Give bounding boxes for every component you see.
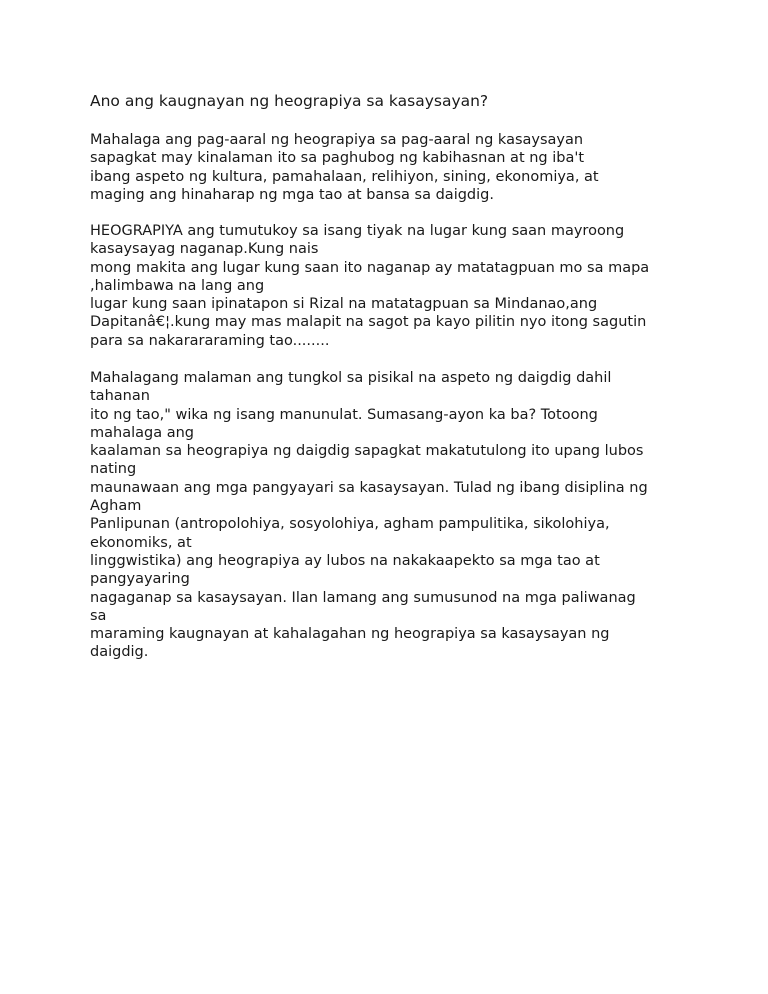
paragraph-line: ,halimbawa na lang ang	[90, 277, 265, 294]
paragraph-line: daigdig.	[90, 644, 149, 661]
paragraph-line: Dapitanâ€¦.kung may mas malapit na sagot pa kayo pilitin nyo itong sagutin	[90, 314, 647, 331]
paragraph-1	[90, 131, 690, 204]
paragraph-line: tahanan	[90, 388, 150, 405]
paragraph-line: kasaysayag naganap.Kung nais	[90, 241, 319, 258]
paragraph-line: maraming kaugnayan at kahalagahan ng heograpiya sa kasaysayan ng	[90, 626, 610, 643]
paragraph-line: ito ng tao," wika ng isang manunulat. Sumasang-ayon ka ba? Totoong	[90, 406, 598, 423]
paragraph-line: Agham	[90, 498, 142, 515]
document-title: Ano ang kaugnayan ng heograpiya sa kasaysayan?	[90, 92, 489, 110]
paragraph-line: ekonomiks, at	[90, 534, 192, 551]
paragraph-line: sapagkat may kinalaman ito sa paghubog ng kabihasnan at ng iba't	[90, 150, 585, 167]
paragraph-line: sa	[90, 607, 107, 624]
paragraph-line: ibang aspeto ng kultura, pamahalaan, relihiyon, sining, ekonomiya, at	[90, 168, 599, 185]
paragraph-line: maging ang hinaharap ng mga tao at bansa sa daigdig.	[90, 186, 494, 203]
paragraph-line: mong makita ang lugar kung saan ito naganap ay matatagpuan mo sa mapa	[90, 259, 650, 276]
paragraph-line: HEOGRAPIYA ang tumutukoy sa isang tiyak na lugar kung saan mayroong	[90, 223, 625, 239]
paragraph-line: linggwistika) ang heograpiya ay lubos na nakakaapekto sa mga tao at	[90, 552, 600, 569]
paragraph-line: kaalaman sa heograpiya ng daigdig sapagkat makatutulong ito upang lubos	[90, 443, 644, 460]
paragraph-line: nagaganap sa kasaysayan. Ilan lamang ang sumusunod na mga paliwanag	[90, 589, 636, 606]
paragraph-line: lugar kung saan ipinatapon si Rizal na matatagpuan sa Mindanao,ang	[90, 296, 598, 313]
paragraph-line: mahalaga ang	[90, 424, 194, 441]
paragraph-line: Panlipunan (antropolohiya, sosyolohiya, agham pampulitika, sikolohiya,	[90, 516, 610, 533]
paragraph-line: pangyayaring	[90, 571, 190, 588]
paragraph-line: Mahalagang malaman ang tungkol sa pisikal na aspeto ng daigdig dahil	[90, 370, 612, 386]
paragraph-3	[90, 369, 690, 662]
paragraph-line: para sa nakarararaming tao........	[90, 332, 330, 349]
paragraph-line: maunawaan ang mga pangyayari sa kasaysayan. Tulad ng ibang disiplina ng	[90, 479, 648, 496]
paragraph-2	[90, 222, 690, 350]
paragraph-line: nating	[90, 461, 137, 478]
paragraph-line: Mahalaga ang pag-aaral ng heograpiya sa pag-aaral ng kasaysayan	[90, 132, 584, 148]
